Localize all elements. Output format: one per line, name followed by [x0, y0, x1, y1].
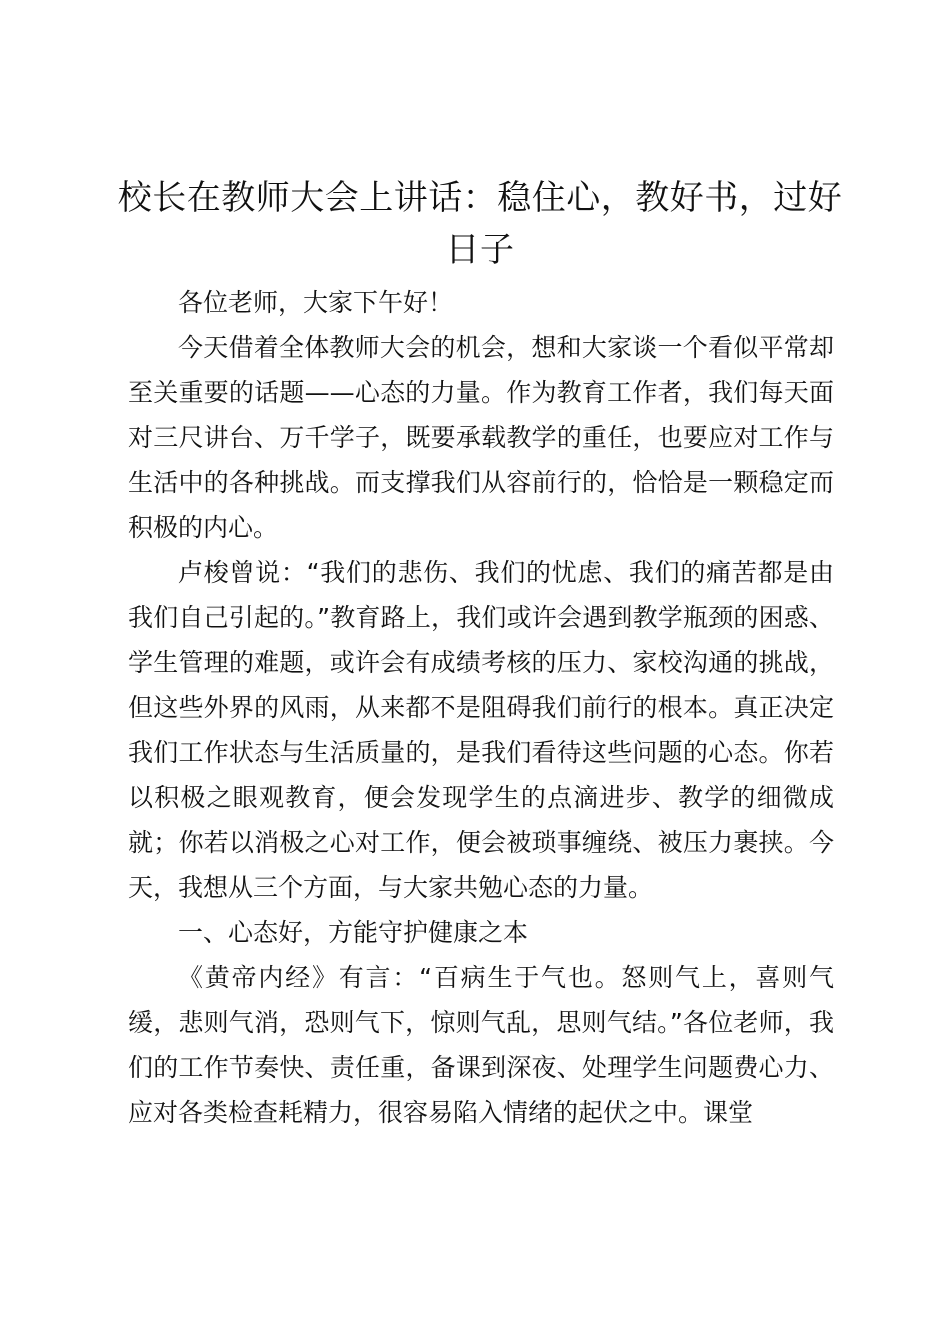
paragraph-huangdi: 《黄帝内经》有言：“百病生于气也。怒则气上，喜则气缓，悲则气消，恐则气下，惊则气乱，思则气结。”各位老师，我们的工作节奏快、责任重，备课到深夜、处理学生问题费心力、应对各类检查耗精力，很容易陷入情绪的起伏之中。课堂: [128, 963, 834, 1127]
paragraph-intro: 今天借着全体教师大会的机会，想和大家谈一个看似平常却至关重要的话题——心态的力量。作为教育工作者，我们每天面对三尺讲台、万千学子，既要承载教学的重任，也要应对工作与生活中的各种挑战。而支撑我们从容前行的，恰恰是一颗稳定而积极的内心。: [128, 333, 834, 542]
paragraph-rousseau: 卢梭曾说：“我们的悲伤、我们的忧虑、我们的痛苦都是由我们自己引起的。”教育路上，我们或许会遇到教学瓶颈的困惑、学生管理的难题，或许会有成绩考核的压力、家校沟通的挑战，但这些外界的风雨，从来都不是阻碍我们前行的根本。真正决定我们工作状态与生活质量的，是我们看待这些问题的心态。你若以积极之眼观教育，便会发现学生的点滴进步、教学的细微成就；你若以消极之心对工作，便会被琐事缠绕、被压力裹挟。今天，我想从三个方面，与大家共勉心态的力量。: [128, 558, 834, 902]
paragraph-greeting: 各位老师，大家下午好！: [178, 288, 454, 317]
document-body: [128, 280, 834, 1135]
document-title: 校长在教师大会上讲话：稳住心，教好书，过好日子: [117, 178, 843, 270]
section-heading-1: 一、心态好，方能守护健康之本: [178, 918, 529, 947]
